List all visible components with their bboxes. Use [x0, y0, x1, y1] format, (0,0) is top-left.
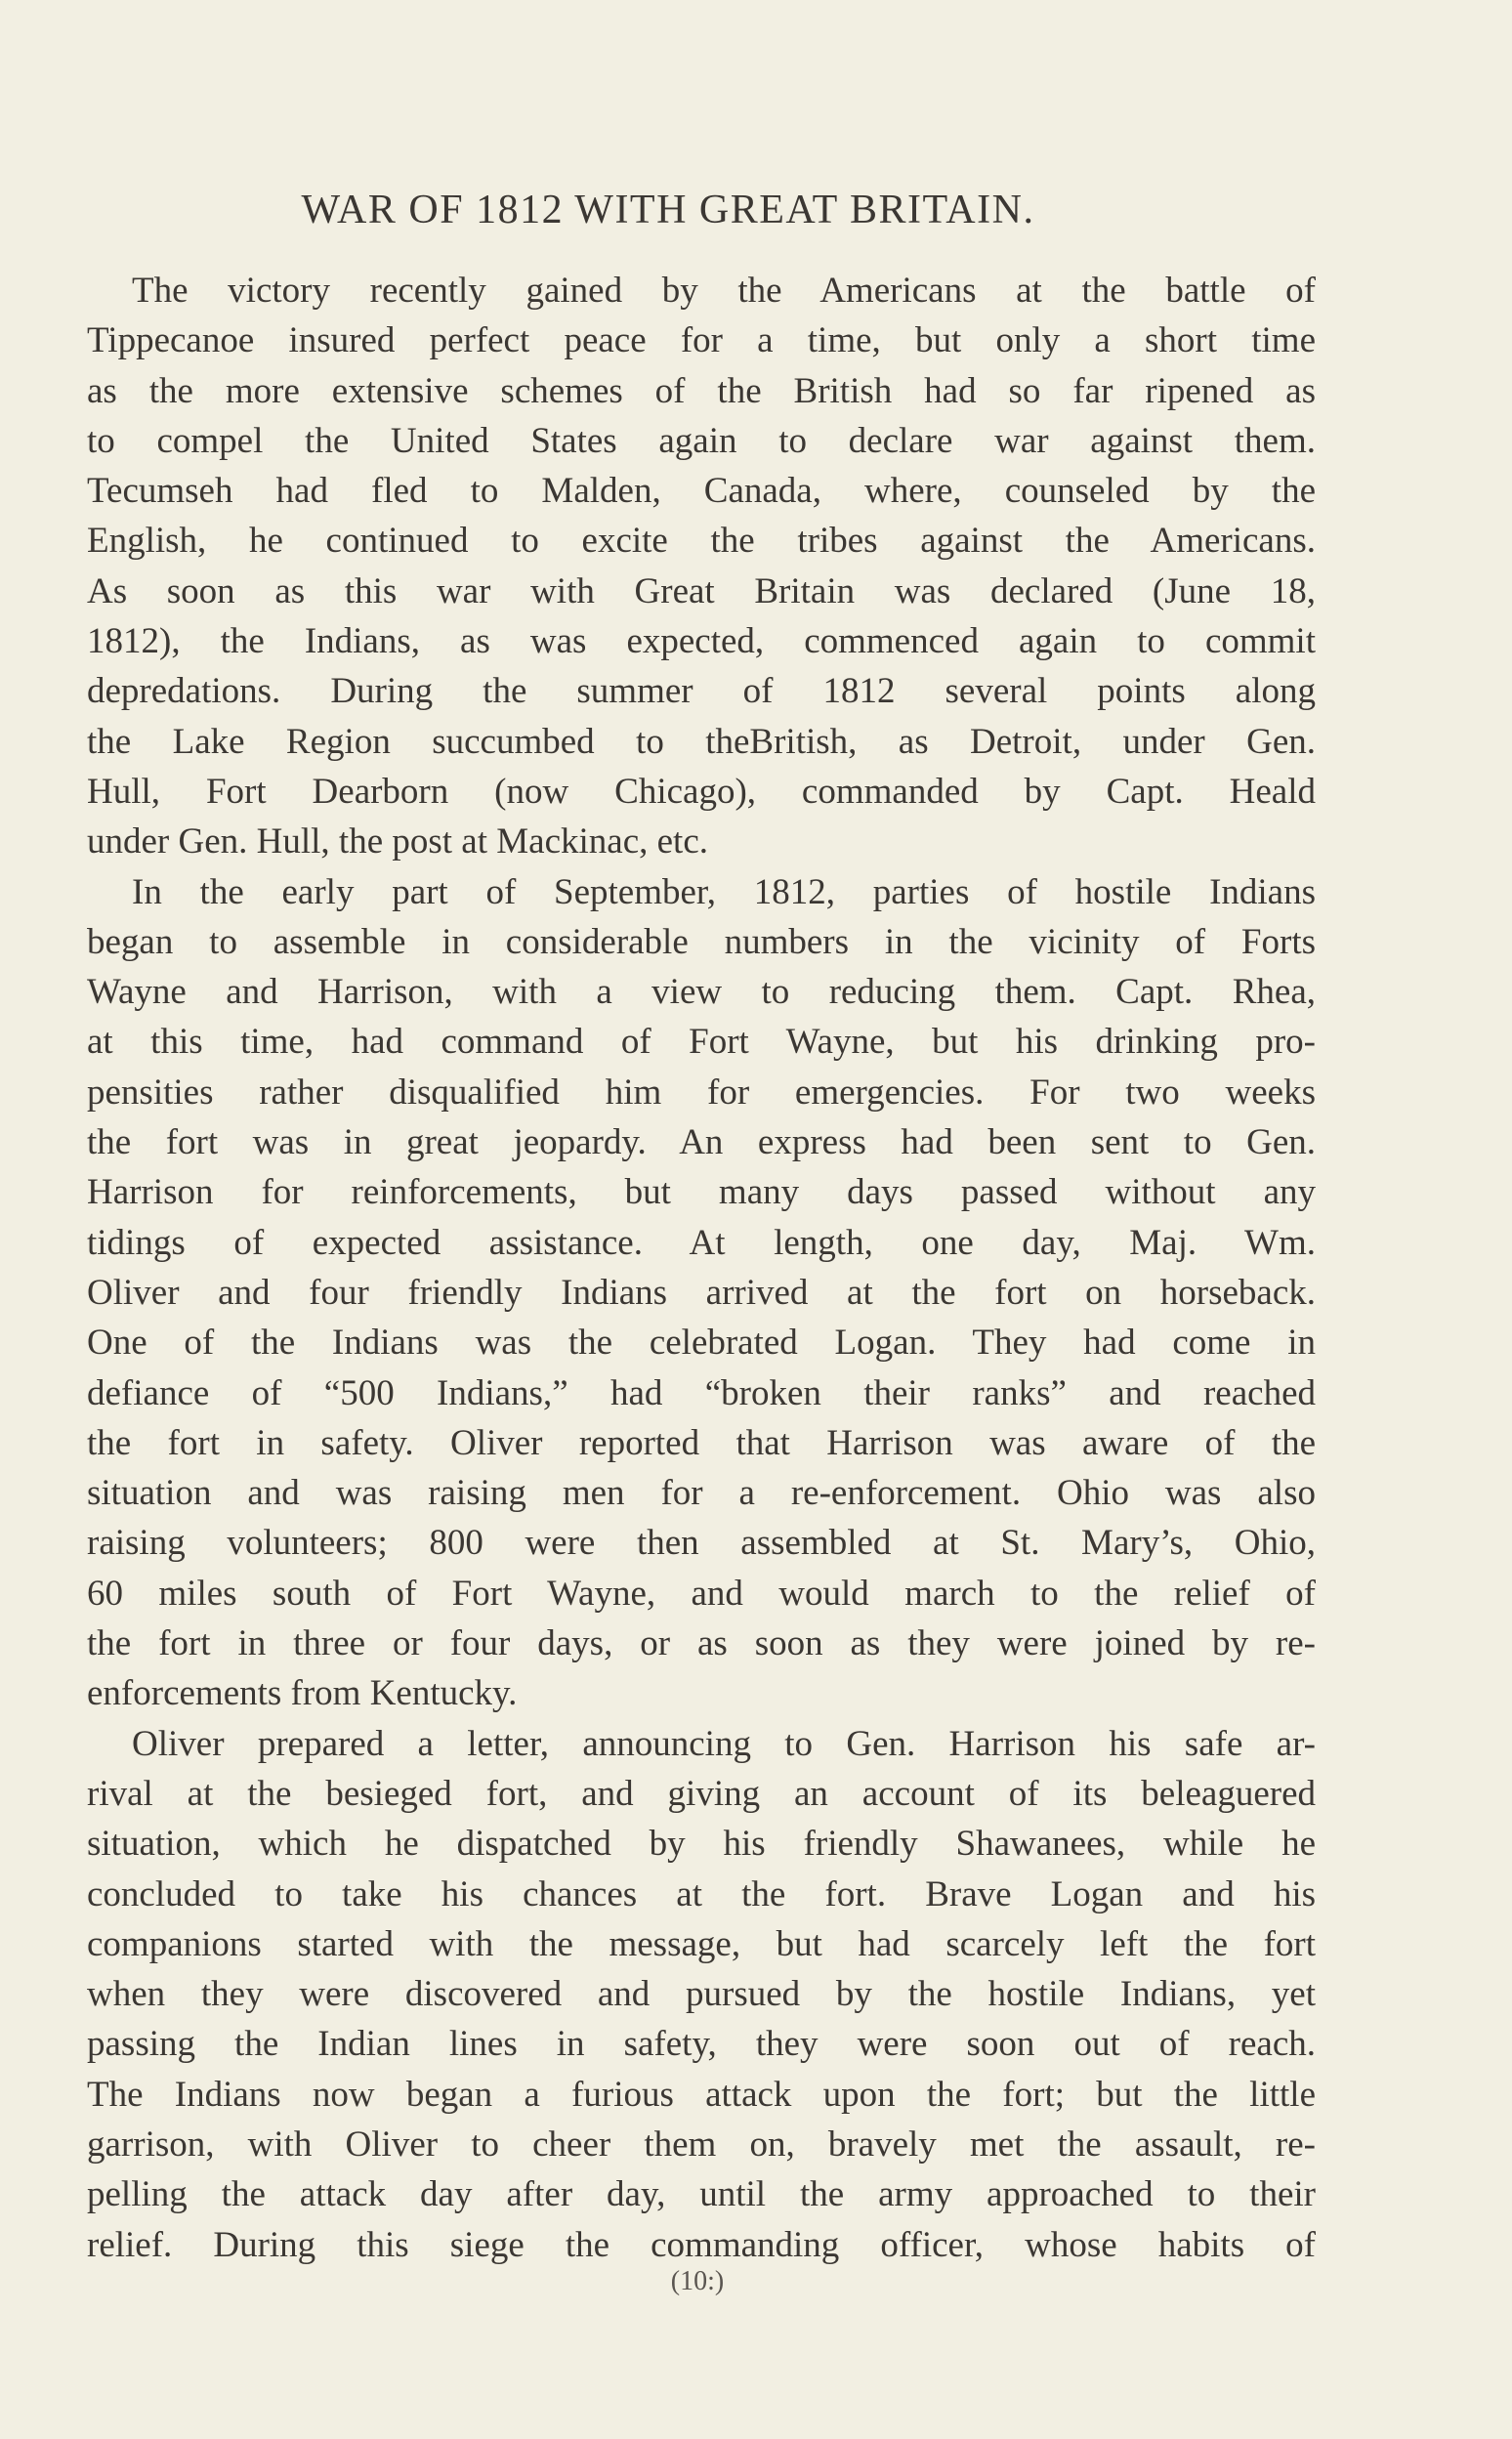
text-line: English, he continued to excite the tribes against the Americans.: [87, 521, 1316, 562]
text-line: concluded to take his chances at the fort. Brave Logan and his: [87, 1873, 1316, 1914]
text-line: Tecumseh had fled to Malden, Canada, where, counseled by the: [87, 471, 1316, 512]
text-line: passing the Indian lines in safety, they were soon out of reach.: [87, 2024, 1316, 2065]
text-line: Oliver prepared a letter, announcing to Gen. Harrison his safe ar-: [132, 1723, 1316, 1764]
text-line: the fort in three or four days, or as soon as they were joined by re-: [87, 1623, 1316, 1664]
text-line: In the early part of September, 1812, parties of hostile Indians: [132, 871, 1316, 912]
text-line: the Lake Region succumbed to theBritish, as Detroit, under Gen.: [87, 721, 1316, 762]
text-line: situation, which he dispatched by his friendly Shawanees, while he: [87, 1824, 1316, 1865]
text-line: 1812), the Indians, as was expected, commenced again to commit: [87, 621, 1316, 662]
text-line: Oliver and four friendly Indians arrived at the fort on horseback.: [87, 1272, 1316, 1313]
text-line: rival at the besieged fort, and giving an account of its beleaguered: [87, 1773, 1316, 1814]
text-line: defiance of “500 Indians,” had “broken their ranks” and reached: [87, 1372, 1316, 1413]
text-line: Wayne and Harrison, with a view to reducing them. Capt. Rhea,: [87, 972, 1316, 1013]
page-number: (10:): [670, 2266, 725, 2296]
text-line: began to assemble in considerable numbers in the vicinity of Forts: [87, 921, 1316, 962]
text-line: the fort in safety. Oliver reported that Harrison was aware of the: [87, 1422, 1316, 1463]
text-line: relief. During this siege the commanding officer, whose habits of: [87, 2224, 1316, 2265]
text-line: The victory recently gained by the Americans at the battle of: [132, 271, 1316, 311]
text-line: pensities rather disqualified him for emergencies. For two weeks: [87, 1072, 1316, 1113]
text-line: to compel the United States again to declare war against them.: [87, 420, 1316, 461]
text-line: raising volunteers; 800 were then assembled at St. Mary’s, Ohio,: [87, 1523, 1316, 1564]
body-text: [87, 266, 1316, 2270]
text-line: The Indians now began a furious attack upon the fort; but the little: [87, 2074, 1316, 2115]
text-line: the fort was in great jeopardy. An express had been sent to Gen.: [87, 1122, 1316, 1163]
text-line: as the more extensive schemes of the British had so far ripened as: [87, 370, 1316, 411]
text-line: pelling the attack day after day, until the army approached to their: [87, 2174, 1316, 2215]
text-line: Harrison for reinforcements, but many days passed without any: [87, 1172, 1316, 1213]
text-line: depredations. During the summer of 1812 several points along: [87, 671, 1316, 712]
text-line: As soon as this war with Great Britain was declared (June 18,: [87, 570, 1316, 611]
text-line: garrison, with Oliver to cheer them on, bravely met the assault, re-: [87, 2124, 1316, 2165]
text-line: situation and was raising men for a re-enforcement. Ohio was also: [87, 1473, 1316, 1514]
text-line: companions started with the message, but had scarcely left the fort: [87, 1923, 1316, 1964]
text-line: Tippecanoe insured perfect peace for a time, but only a short time: [87, 320, 1316, 361]
text-line: at this time, had command of Fort Wayne, but his drinking pro-: [87, 1022, 1316, 1063]
text-line: under Gen. Hull, the post at Mackinac, etc.: [87, 821, 708, 862]
text-line: 60 miles south of Fort Wayne, and would march to the relief of: [87, 1573, 1316, 1614]
text-line: enforcements from Kentucky.: [87, 1673, 518, 1714]
page-title: WAR OF 1812 WITH GREAT BRITAIN.: [301, 188, 1035, 232]
text-line: tidings of expected assistance. At length, one day, Maj. Wm.: [87, 1222, 1316, 1263]
text-line: Hull, Fort Dearborn (now Chicago), commanded by Capt. Heald: [87, 771, 1316, 812]
text-line: One of the Indians was the celebrated Logan. They had come in: [87, 1323, 1316, 1364]
text-line: when they were discovered and pursued by the hostile Indians, yet: [87, 1974, 1316, 2015]
